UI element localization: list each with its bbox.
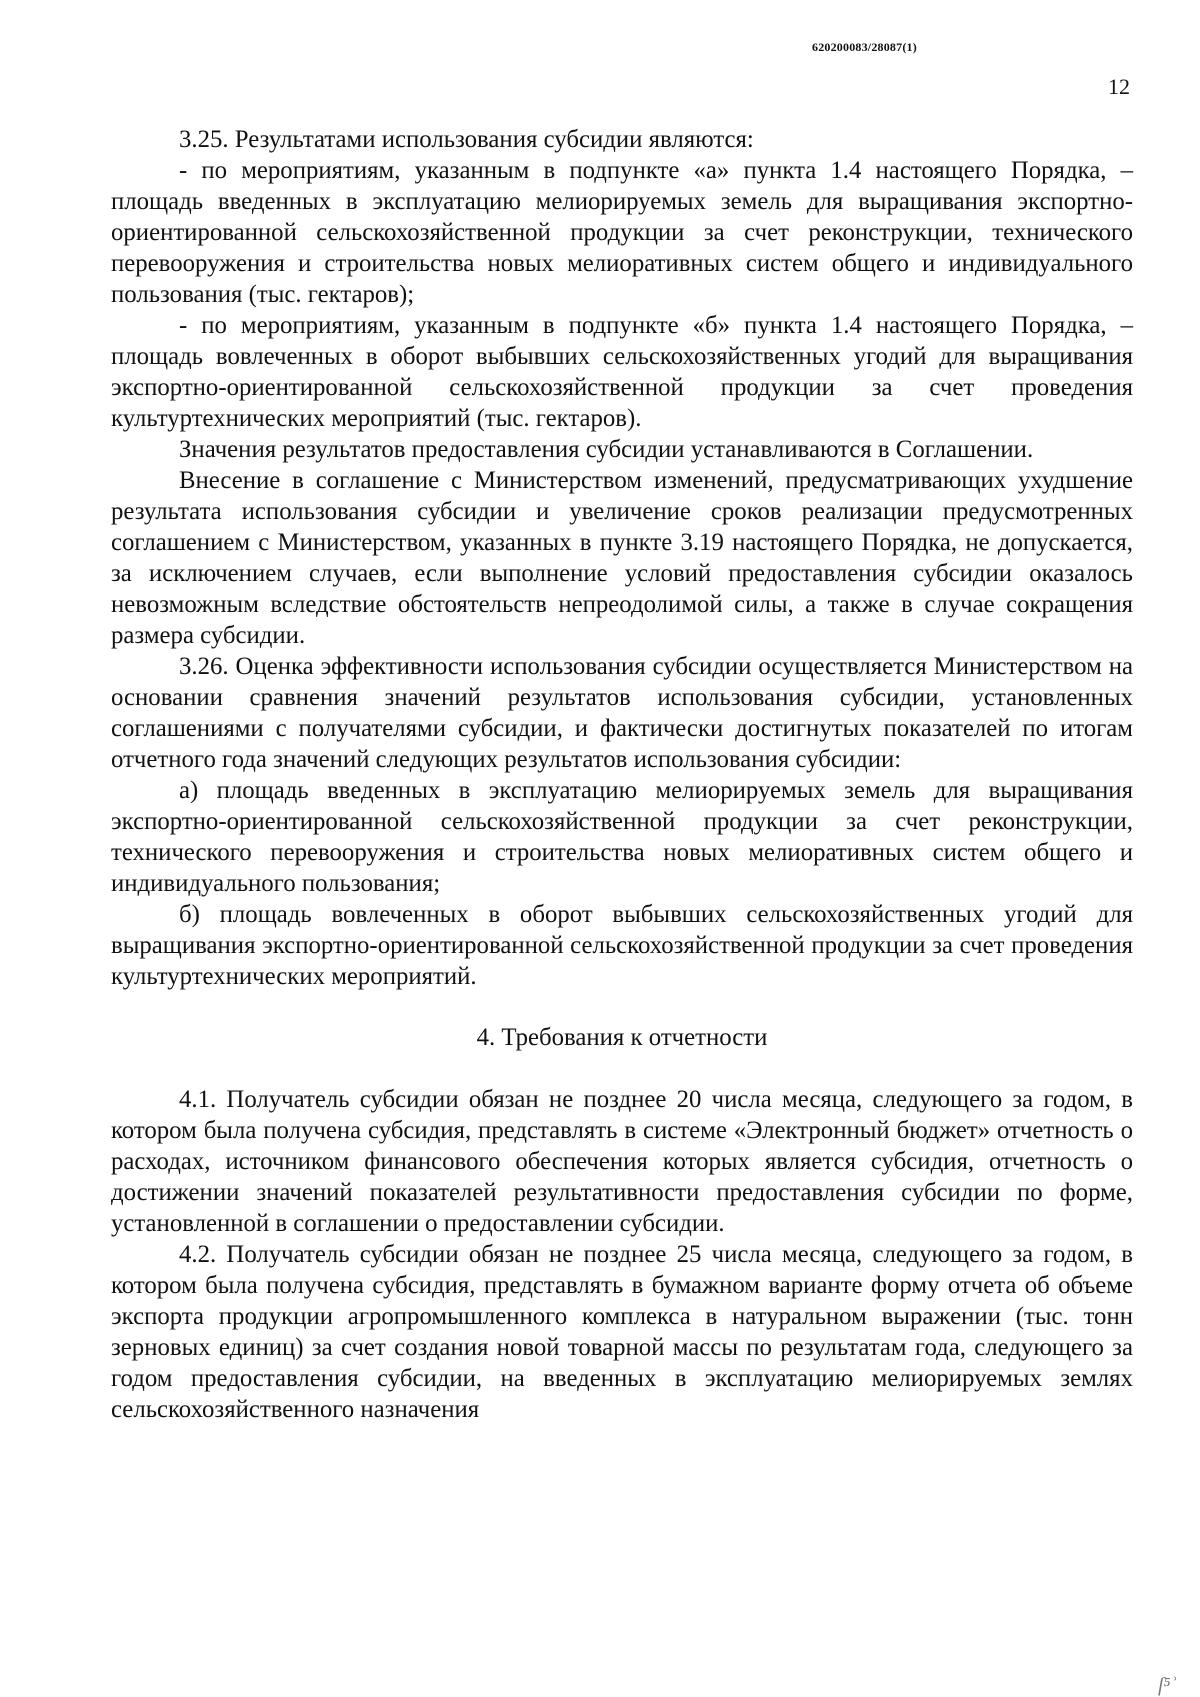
paragraph-4-2: 4.2. Получатель субсидии обязан не позднее 25 числа месяца, следующего за годом, в котором была получена субсидия, представлять в бумажном варианте форму отчета об объеме экспорта продукции агропромышленного комплекса в натуральном выражении (тыс. тонн зерновых единиц) за счет создания новой товарной массы по результатам года, следующего за годом предоставления субсидии, на введенных в эксплуатацию мелиорируемых землях сельскохозяйственного назначения [111,1241,1133,1423]
paragraph-3-25-item-a: - по мероприятиям, указанным в подпункте «а» пункта 1.4 настоящего Порядка, – площадь введенных в эксплуатацию мелиорируемых земель для выращивания экспортно-ориентированной сельскохозяйственной продукции за счет реконструкции, технического перевооружения и строительства новых мелиоративных систем общего и индивидуального пользования (тыс. гектаров); [111,157,1133,308]
paragraph-4-1: 4.1. Получатель субсидии обязан не позднее 20 числа месяца, следующего за годом, в котором была получена субсидия, представлять в системе «Электронный бюджет» отчетность о расходах, источником финансового обеспечения которых является субсидия, отчетность о достижении значений показателей результативности предоставления субсидии по форме, установленной в соглашении о предоставлении субсидии. [111,1086,1133,1237]
document-id: 620200083/28087(1) [812,40,917,54]
handwritten-mark: ſ⁵ʾ [1158,1674,1178,1696]
paragraph-3-25-item-b: - по мероприятиям, указанным в подпункте «б» пункта 1.4 настоящего Порядка, – площадь вовлеченных в оборот выбывших сельскохозяйственных угодий для выращивания экспортно-ориентированной сельскохозяйственной продукции за счет проведения культуртехнических мероприятий (тыс. гектаров). [111,312,1133,432]
paragraph-3-26-item-b: б) площадь вовлеченных в оборот выбывших сельскохозяйственных угодий для выращивания экспортно-ориентированной сельскохозяйственной продукции за счет проведения культуртехнических мероприятий. [111,901,1133,990]
paragraph-3-25: 3.25. Результатами использования субсидии являются: [179,126,754,153]
paragraph-3-26-item-a: а) площадь введенных в эксплуатацию мелиорируемых земель для выращивания экспортно-ориентированной сельскохозяйственной продукции за счет реконструкции, технического перевооружения и строительства новых мелиоративных систем общего и индивидуального пользования; [111,777,1133,897]
document-body [111,124,1133,1425]
paragraph-result-values: Значения результатов предоставления субсидии устанавливаются в Соглашении. [179,436,1034,463]
section-heading: 4. Требования к отчетности [476,1024,768,1051]
page-number: 12 [1108,74,1130,99]
paragraph-3-26: 3.26. Оценка эффективности использования субсидии осуществляется Министерством на основании сравнения значений результатов использования субсидии, установленных соглашениями с получателями субсидии, и фактически достигнутых показателей по итогам отчетного года значений следующих результатов использования субсидии: [111,653,1133,773]
paragraph-agreement-changes: Внесение в соглашение с Министерством изменений, предусматривающих ухудшение результата использования субсидии и увеличение сроков реализации предусмотренных соглашением с Министерством, указанных в пункте 3.19 настоящего Порядка, не допускается, за исключением случаев, если выполнение условий предоставления субсидии оказалось невозможным вследствие обстоятельств непреодолимой силы, а также в случае сокращения размера субсидии. [111,467,1133,649]
